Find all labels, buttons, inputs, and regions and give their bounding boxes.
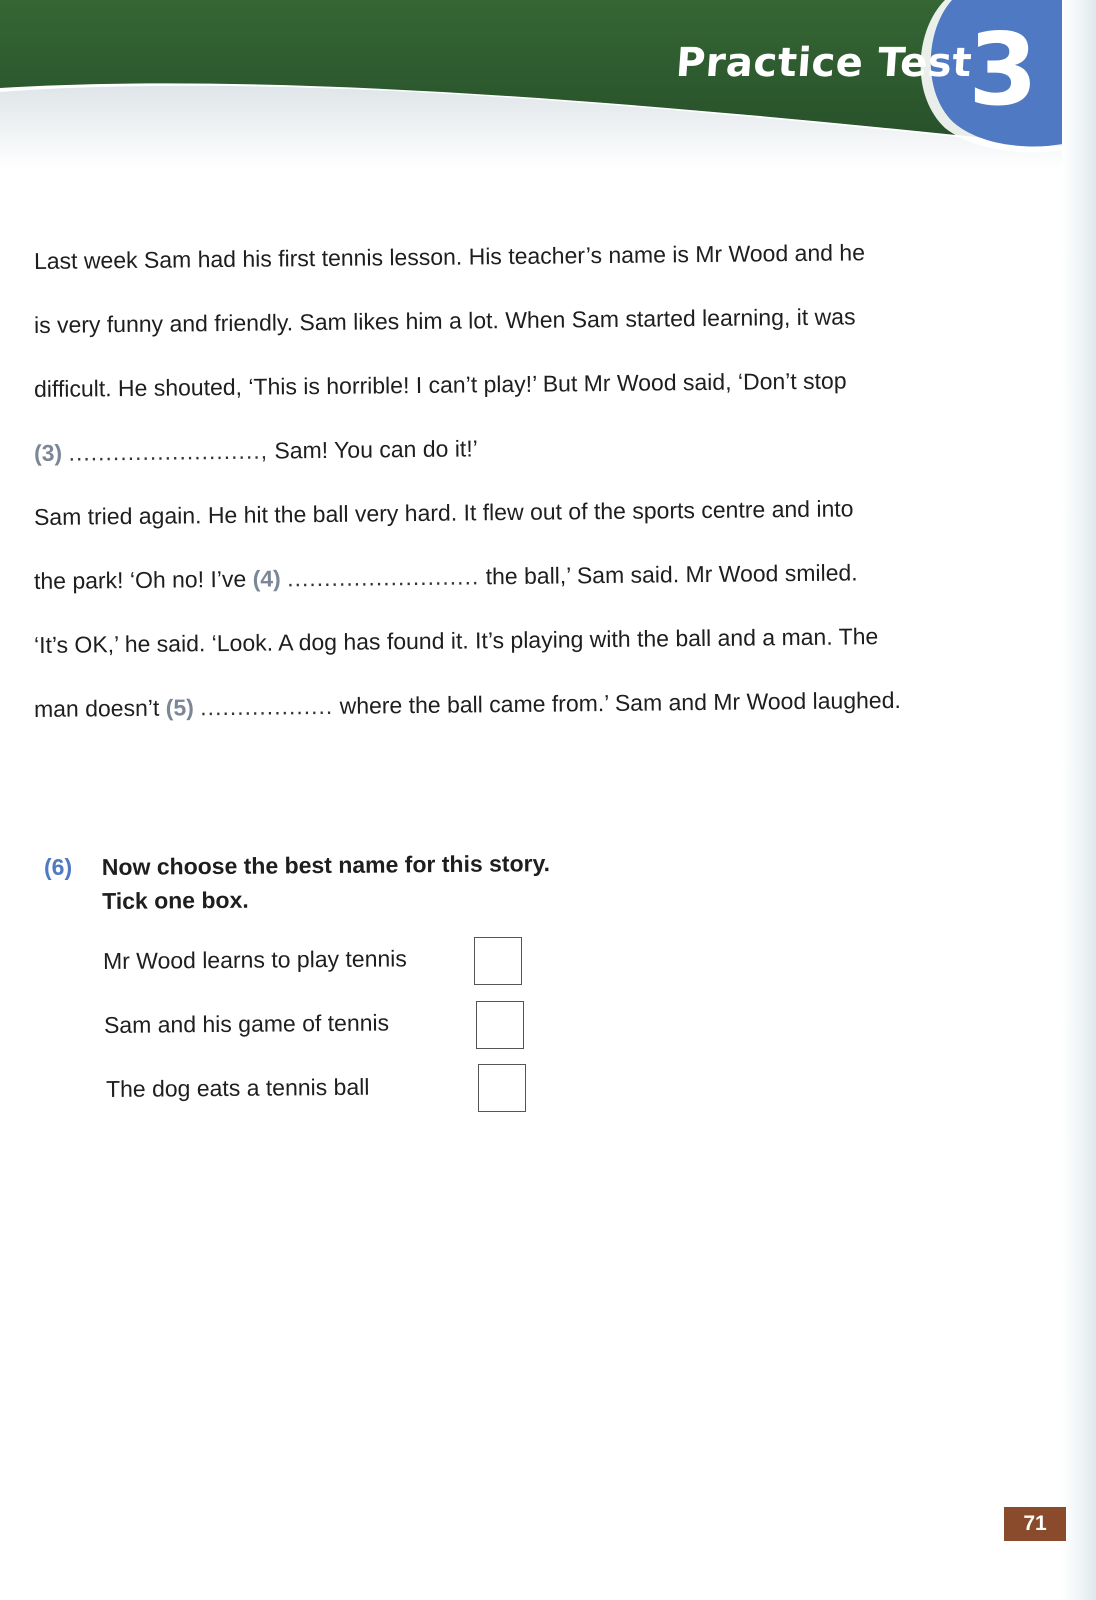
story-line <box>34 428 964 468</box>
tick-box[interactable] <box>474 937 522 985</box>
story-line: difficult. He shouted, ‘This is horrible! I can’t play!’ But Mr Wood said, ‘Don’t stop <box>33 367 847 402</box>
story-line: ‘It’s OK,’ he said. ‘Look. A dog has found it. It’s playing with the ball and a man. The <box>33 623 879 658</box>
story-line <box>34 684 964 724</box>
test-number: 3 <box>968 11 1038 128</box>
story-text: Sam! You can do it!’ <box>267 435 478 464</box>
question-prompt <box>102 846 551 918</box>
tick-box[interactable] <box>478 1064 526 1112</box>
page-edge-shading <box>1062 0 1096 1600</box>
answer-blank[interactable]: .......................... <box>286 563 480 592</box>
tick-box[interactable] <box>476 1001 524 1049</box>
question-number: (6) <box>44 854 73 880</box>
option-label: Mr Wood learns to play tennis <box>102 945 407 974</box>
answer-blank[interactable]: .................. <box>200 692 334 721</box>
option-label: The dog eats a tennis ball <box>105 1073 370 1102</box>
page-number: 71 <box>1004 1507 1066 1541</box>
story-line: Last week Sam had his first tennis lesson. His teacher’s name is Mr Wood and he <box>33 239 866 274</box>
page-title: Practice Test <box>674 40 974 86</box>
story-text: the ball,’ Sam said. Mr Wood smiled. <box>479 559 858 590</box>
question-line: Now choose the best name for this story. <box>101 850 551 881</box>
answer-blank[interactable]: .........................., <box>68 437 269 466</box>
blank-number: (5) <box>165 694 194 721</box>
story-line: Sam tried again. He hit the ball very hard. It flew out of the sports centre and into <box>33 495 854 530</box>
question-instruction: Tick one box. <box>102 886 249 914</box>
story-text: man doesn’t <box>33 694 166 722</box>
story-line: is very funny and friendly. Sam likes him a lot. When Sam started learning, it was <box>33 303 856 338</box>
story-text: the park! ‘Oh no! I’ve <box>33 565 253 594</box>
option-label: Sam and his game of tennis <box>103 1009 390 1038</box>
blank-number: (3) <box>33 439 63 466</box>
story-line <box>34 556 964 596</box>
story-text: where the ball came from.’ Sam and Mr Wood laughed. <box>333 686 901 719</box>
blank-number: (4) <box>252 565 281 592</box>
